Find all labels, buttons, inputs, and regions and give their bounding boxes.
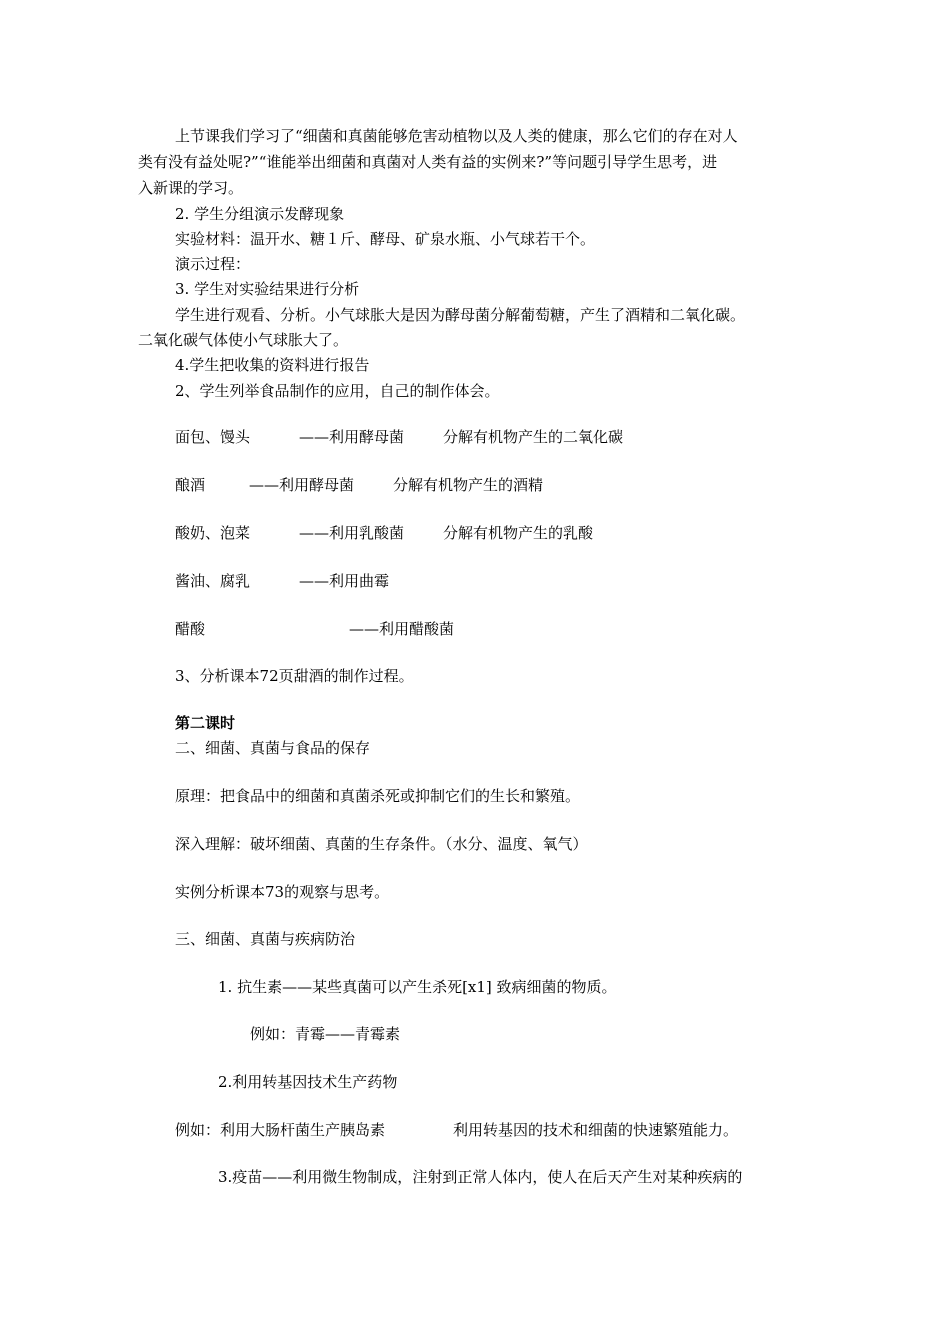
food-row: [175, 474, 875, 496]
section2-title: 二、细菌、真菌与食品的保存: [175, 739, 371, 757]
step2-process: 演示过程：: [175, 255, 251, 273]
food-name: 酱油、腐乳: [175, 572, 251, 590]
food-name: 酸奶、泡菜: [175, 524, 251, 542]
item-2-example-b: 利用转基因的技术和细菌的快速繁殖能力。: [453, 1121, 739, 1139]
item-1-example: 例如：青霉——青霉素: [250, 1025, 401, 1043]
food-method: ——利用曲霉: [299, 572, 390, 590]
food-row: [175, 618, 875, 640]
item-2-example: [175, 1119, 875, 1141]
food-method: ——利用酵母菌: [249, 476, 355, 494]
step2-materials: 实验材料：温开水、糖１斤、酵母、矿泉水瓶、小气球若干个。: [175, 230, 596, 248]
food-method: ——利用醋酸菌: [349, 620, 455, 638]
step3-title: 3. 学生对实验结果进行分析: [175, 280, 360, 298]
case-analysis: 实例分析课本73的观察与思考。: [175, 883, 390, 901]
principle: 原理：把食品中的细菌和真菌杀死或抑制它们的生长和繁殖。: [175, 787, 581, 805]
item-1-antibiotics: 1. 抗生素——某些真菌可以产生杀死[x1] 致病细菌的物质。: [218, 978, 617, 996]
item-2-gene-tech: 2.利用转基因技术生产药物: [218, 1073, 398, 1091]
step4-title: 4.学生把收集的资料进行报告: [175, 356, 370, 374]
food-product: 分解有机物产生的酒精: [393, 476, 544, 494]
section3-title: 三、细菌、真菌与疾病防治: [175, 930, 356, 948]
step2-title: 2. 学生分组演示发酵现象: [175, 205, 345, 223]
step3-analysis-2: 二氧化碳气体使小气球胀大了。: [138, 331, 349, 349]
deeper-understanding: 深入理解：破坏细菌、真菌的生存条件。（水分、温度、氧气）: [175, 835, 588, 853]
item-3-vaccine: 3.疫苗——利用微生物制成，注射到正常人体内，使人在后天产生对某种疾病的: [218, 1168, 743, 1186]
lesson2-heading: 第二课时: [175, 714, 236, 732]
analysis-3: 3、分析课本72页甜酒的制作过程。: [175, 667, 414, 685]
intro-line-2: 类有没有益处呢?”“谁能举出细菌和真菌对人类有益的实例来?”等问题引导学生思考，进: [138, 153, 718, 171]
food-row: [175, 522, 875, 544]
food-method: ——利用酵母菌: [299, 428, 405, 446]
food-name: 面包、馒头: [175, 428, 251, 446]
food-row: [175, 426, 875, 448]
food-row: [175, 570, 875, 592]
food-method: ——利用乳酸菌: [299, 524, 405, 542]
food-name: 醋酸: [175, 620, 206, 638]
food-product: 分解有机物产生的二氧化碳: [443, 428, 624, 446]
food-name: 酿酒: [175, 476, 206, 494]
intro-line-3: 入新课的学习。: [138, 179, 244, 197]
intro-line-1: 上节课我们学习了“细菌和真菌能够危害动植物以及人类的健康，那么它们的存在对人: [175, 127, 738, 145]
step3-analysis-1: 学生进行观看、分析。小气球胀大是因为酵母菌分解葡萄糖，产生了酒精和二氧化碳。: [175, 306, 746, 324]
step4-list: 2、学生列举食品制作的应用，自己的制作体会。: [175, 382, 500, 400]
item-2-example-a: 例如：利用大肠杆菌生产胰岛素: [175, 1121, 386, 1139]
food-product: 分解有机物产生的乳酸: [443, 524, 594, 542]
